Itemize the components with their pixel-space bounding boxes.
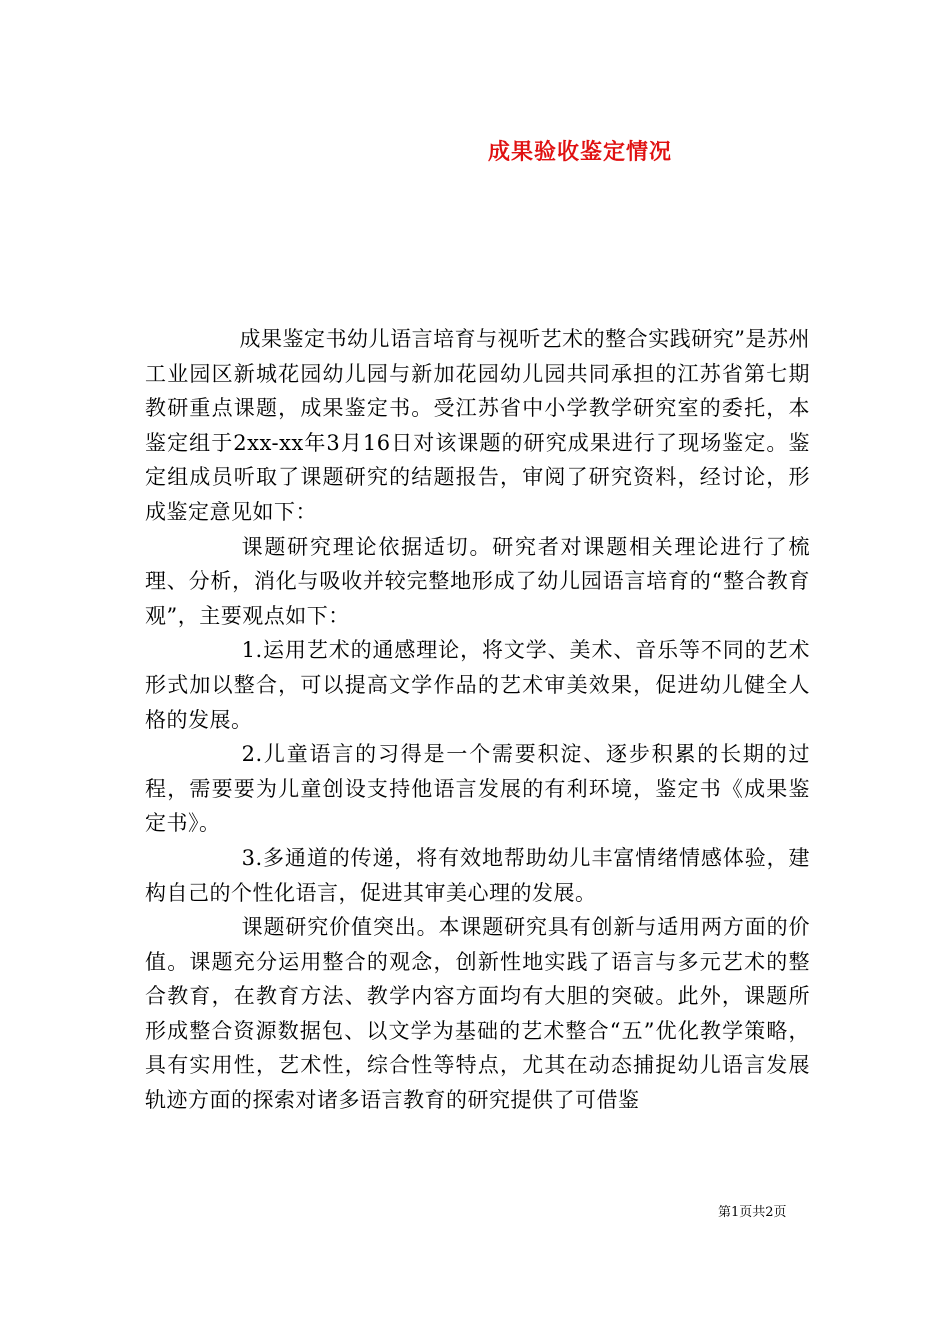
paragraph-theory: 课题研究理论依据适切。研究者对课题相关理论进行了梳理、分析，消化与吸收并较完整地形成了幼儿园语言培育的“整合教育观”，主要观点如下：	[145, 534, 810, 628]
paragraph-value: 课题研究价值突出。本课题研究具有创新与适用两方面的价值。课题充分运用整合的观念，创新性地实践了语言与多元艺术的整合教育，在教育方法、教学内容方面均有大胆的突破。此外，课题所形成整合资源数据包、以文学为基础的艺术整合“五”优化教学策略，具有实用性，艺术性，综合性等特点，尤其在动态捕捉幼儿语言发展轨迹方面的探索对诸多语言教育的研究提供了可借鉴	[145, 915, 810, 1113]
document-title: 成果验收鉴定情况	[488, 139, 673, 165]
paragraph-point-3: 3.多通道的传递，将有效地帮助幼儿丰富情绪情感体验，建构自己的个性化语言，促进其审美心理的发展。	[145, 845, 810, 905]
paragraph-point-2: 2.儿童语言的习得是一个需要积淀、逐步积累的长期的过程，需要要为儿童创设支持他语言发展的有利环境，鉴定书《成果鉴定书》。	[145, 742, 810, 836]
paragraph-intro: 成果鉴定书幼儿语言培育与视听艺术的整合实践研究”是苏州工业园区新城花园幼儿园与新加花园幼儿园共同承担的江苏省第七期教研重点课题，成果鉴定书。受江苏省中小学教学研究室的委托，本鉴定组于2xx-xx年3月16日对该课题的研究成果进行了现场鉴定。鉴定组成员听取了课题研究的结题报告，审阅了研究资料，经讨论，形成鉴定意见如下：	[145, 327, 810, 524]
document-body	[145, 322, 810, 1118]
page-number: 第1页共2页	[718, 1205, 787, 1220]
paragraph-point-1: 1.运用艺术的通感理论，将文学、美术、音乐等不同的艺术形式加以整合，可以提高文学作品的艺术审美效果，促进幼儿健全人格的发展。	[145, 638, 810, 732]
